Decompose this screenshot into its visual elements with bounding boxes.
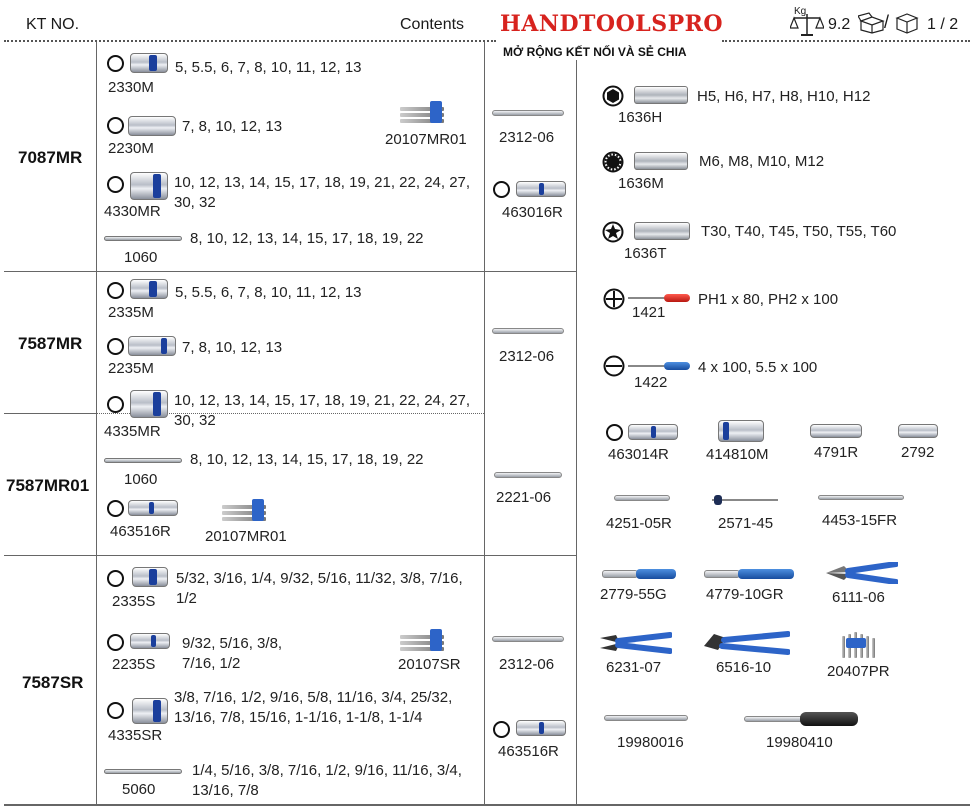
- item-code: 2235M: [108, 360, 154, 377]
- hex-socket-icon: [606, 424, 623, 441]
- hex-socket-icon: [493, 721, 510, 738]
- screwdriver-handle: [664, 294, 690, 302]
- hex-socket-icon: [107, 500, 124, 517]
- item-code: 20407PR: [827, 663, 890, 680]
- item-code: 20107MR01: [205, 528, 287, 545]
- ratchet-image: [602, 570, 638, 578]
- wrench-image: [104, 769, 182, 774]
- item-code: 2571-45: [718, 515, 774, 532]
- hex-key-set-image: [840, 632, 886, 658]
- kit-number: 7587SR: [22, 673, 84, 692]
- hex-socket-icon: [107, 396, 124, 413]
- item-sizes: 8, 10, 12, 13, 14, 15, 17, 18, 19, 22: [190, 230, 424, 247]
- item-code: 1421: [632, 304, 666, 321]
- socket-image: [128, 336, 176, 356]
- socket-image: [718, 420, 764, 442]
- item-sizes: 7, 8, 10, 12, 13: [182, 339, 283, 356]
- tool-handle: [800, 712, 858, 726]
- extension-bar-image: [614, 495, 670, 501]
- kit-number: 7587MR01: [6, 476, 90, 495]
- item-sizes: 5, 5.5, 6, 7, 8, 10, 11, 12, 13: [175, 59, 362, 76]
- item-sizes: 4 x 100, 5.5 x 100: [698, 359, 818, 376]
- socket-image: [130, 172, 168, 200]
- socket-image: [128, 116, 176, 136]
- grid-line: [576, 60, 577, 804]
- ratchet-handle: [738, 569, 794, 579]
- item-code: 463516R: [498, 743, 559, 760]
- hex-key-set-image: [400, 101, 460, 125]
- item-code: 2330M: [108, 79, 154, 96]
- brand-logo: HANDTOOLSPRO: [500, 11, 724, 37]
- hex-socket-icon: [107, 702, 124, 719]
- universal-joint-image: [810, 424, 862, 438]
- item-code: 2779-55G: [600, 586, 667, 603]
- hex-socket-icon: [107, 570, 124, 587]
- item-code: 2312-06: [499, 348, 555, 365]
- socket-image: [132, 567, 168, 587]
- socket-image: [128, 500, 178, 516]
- ratchet-handle: [636, 569, 676, 579]
- grid-line: [96, 42, 97, 804]
- box-open-icon: [858, 12, 886, 34]
- item-code: 20107SR: [398, 656, 461, 673]
- item-code: 4335MR: [104, 423, 161, 440]
- hex-socket-icon: [107, 117, 124, 134]
- item-sizes: 9/32, 5/16, 3/8, 7/16, 1/2: [182, 635, 283, 672]
- item-code: 2230M: [108, 140, 154, 157]
- slash-divider: /: [884, 12, 890, 32]
- item-code: 19980410: [766, 734, 833, 751]
- screwdriver-shaft: [628, 365, 666, 367]
- hex-socket-icon: [107, 55, 124, 72]
- hex-key-set-image: [222, 499, 282, 523]
- hex-socket-icon: [107, 634, 124, 651]
- extension-bar-image: [492, 110, 564, 116]
- wrench-image: [104, 236, 182, 241]
- extension-bar-image: [744, 716, 804, 722]
- grid-line: [4, 413, 96, 414]
- item-code: 2221-06: [496, 489, 552, 506]
- item-code: 4330MR: [104, 203, 161, 220]
- socket-image: [516, 720, 566, 736]
- item-code: 1636H: [618, 109, 663, 126]
- item-code: 2235S: [112, 656, 156, 673]
- universal-joint-image: [898, 424, 938, 438]
- item-code: 6516-10: [716, 659, 772, 676]
- item-code: 1060: [124, 471, 158, 488]
- hex-socket-icon: [107, 338, 124, 355]
- item-sizes: 8, 10, 12, 13, 14, 15, 17, 18, 19, 22: [190, 451, 424, 468]
- item-code: 20107MR01: [385, 131, 467, 148]
- header-divider-left: [4, 40, 496, 42]
- socket-image: [132, 698, 168, 724]
- item-code: 463516R: [110, 523, 171, 540]
- bit-image: [634, 152, 688, 170]
- hex-socket-icon: [107, 176, 124, 193]
- screwdriver-shaft: [628, 297, 666, 299]
- item-code: 4779-10GR: [706, 586, 784, 603]
- bit-image: [634, 86, 688, 104]
- hex-socket-icon: [493, 181, 510, 198]
- item-sizes: PH1 x 80, PH2 x 100: [698, 291, 839, 308]
- item-sizes: 5/32, 3/16, 1/4, 9/32, 5/16, 11/32, 3/8, 7/16, 1/2: [176, 570, 463, 607]
- item-code: 4335SR: [108, 727, 163, 744]
- item-sizes: 10, 12, 13, 14, 15, 17, 18, 19, 21, 22, 24, 27, 30, 32: [174, 392, 471, 429]
- spinner-handle: [714, 495, 722, 505]
- box-closed-icon: [894, 12, 920, 34]
- item-sizes: M6, M8, M10, M12: [699, 153, 825, 170]
- grid-line: [484, 42, 485, 804]
- kit-number: 7087MR: [18, 148, 83, 167]
- item-code: 2792: [901, 444, 935, 461]
- item-code: 1636M: [618, 175, 664, 192]
- hex-key-set-image: [400, 629, 460, 653]
- item-sizes: 3/8, 7/16, 1/2, 9/16, 5/8, 11/16, 3/4, 25/32, 13/16, 7/8, 15/16, 1-1/16, 1-1/8, 1-1/4: [174, 689, 453, 726]
- item-code: 2312-06: [499, 129, 555, 146]
- brand-tagline: MỞ RỘNG KẾT NỐI VÀ SẺ CHIA: [503, 45, 687, 59]
- phillips-icon: [603, 288, 625, 310]
- socket-image: [130, 633, 170, 649]
- pliers-image: [826, 562, 898, 584]
- grid-line: [4, 271, 576, 272]
- water-pump-pliers-image: [704, 630, 790, 656]
- header-divider-right: [722, 40, 970, 42]
- contents-header: Contents: [400, 16, 465, 33]
- item-sizes: T30, T40, T45, T50, T55, T60: [701, 223, 897, 240]
- extension-bar-image: [604, 715, 688, 721]
- item-sizes: 7, 8, 10, 12, 13: [182, 118, 283, 135]
- weight-unit: Kg: [794, 6, 807, 17]
- slotted-icon: [603, 355, 625, 377]
- item-code: 6231-07: [606, 659, 662, 676]
- socket-image: [516, 181, 566, 197]
- page-number: 1 / 2: [927, 16, 959, 33]
- item-code: 6111-06: [832, 589, 885, 606]
- socket-image: [130, 53, 168, 73]
- bit-image: [634, 222, 690, 240]
- item-code: 1636T: [624, 245, 667, 262]
- item-code: 2312-06: [499, 656, 555, 673]
- socket-image: [130, 390, 168, 418]
- item-code: 1060: [124, 249, 158, 266]
- item-code: 5060: [122, 781, 156, 798]
- cutter-image: [600, 632, 672, 654]
- kt-no-header: KT NO.: [26, 16, 80, 33]
- item-code: 4791R: [814, 444, 859, 461]
- screwdriver-handle: [664, 362, 690, 370]
- item-code: 463016R: [502, 204, 563, 221]
- item-code: 19980016: [617, 734, 684, 751]
- item-code: 2335S: [112, 593, 156, 610]
- spline-bit-icon: [602, 151, 624, 173]
- item-code: 463014R: [608, 446, 669, 463]
- weight-value: 9.2: [828, 16, 851, 33]
- item-code: 4453-15FR: [822, 512, 898, 529]
- item-code: 1422: [634, 374, 668, 391]
- extension-bar-image: [492, 636, 564, 642]
- ratchet-image: [704, 570, 740, 578]
- item-sizes: 5, 5.5, 6, 7, 8, 10, 11, 12, 13: [175, 284, 362, 301]
- torx-bit-icon: [602, 221, 624, 243]
- socket-image: [628, 424, 678, 440]
- item-sizes: 10, 12, 13, 14, 15, 17, 18, 19, 21, 22, 24, 27, 30, 32: [174, 174, 471, 211]
- extension-bar-image: [494, 472, 562, 478]
- grid-line: [4, 555, 576, 556]
- item-code: 4251-05R: [606, 515, 672, 532]
- grid-line: [4, 804, 970, 806]
- item-code: 2335M: [108, 304, 154, 321]
- socket-image: [130, 279, 168, 299]
- hex-socket-icon: [107, 282, 124, 299]
- flex-ratchet-image: [818, 495, 904, 500]
- item-code: 414810M: [706, 446, 769, 463]
- item-sizes: 1/4, 5/16, 3/8, 7/16, 1/2, 9/16, 11/16, 3/4, 13/16, 7/8: [192, 762, 462, 799]
- wrench-image: [104, 458, 182, 463]
- item-sizes: H5, H6, H7, H8, H10, H12: [697, 88, 871, 105]
- hex-bit-icon: [602, 85, 624, 107]
- kit-number: 7587MR: [18, 334, 83, 353]
- extension-bar-image: [492, 328, 564, 334]
